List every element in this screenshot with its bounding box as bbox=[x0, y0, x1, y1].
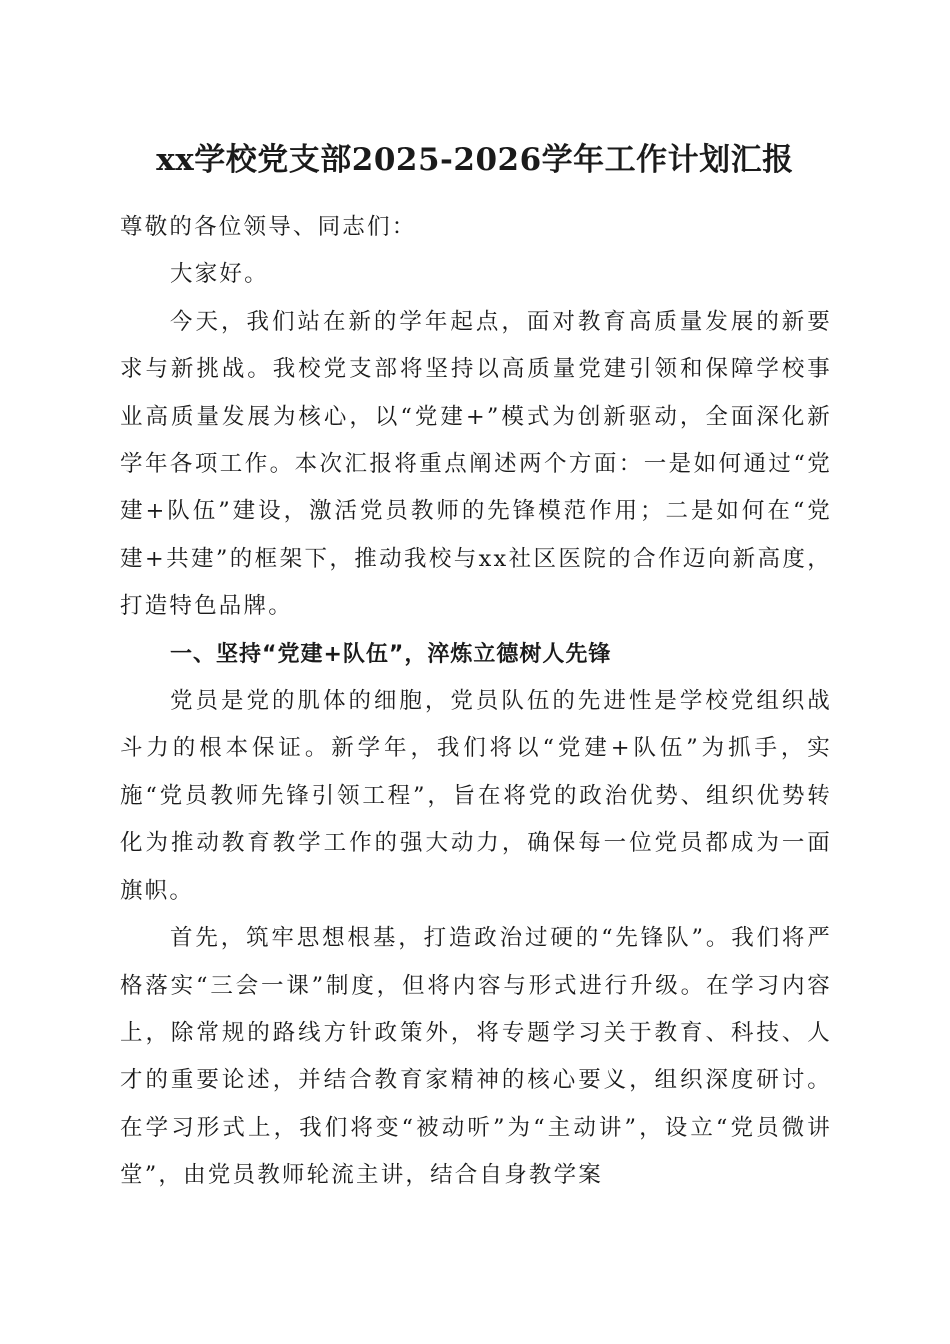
section1-paragraph-1: 党员是党的肌体的细胞，党员队伍的先进性是学校党组织战斗力的根本保证。新学年，我们将以“党建+队伍”为抓手，实施“党员教师先锋引领工程”，旨在将党的政治优势、组织优势转化为推动教育教学工作的强大动力，确保每一位党员都成为一面旗帜。 bbox=[120, 688, 832, 904]
section-heading-1: 一、坚持“党建+队伍”，淬炼立德树人先锋 bbox=[170, 641, 612, 667]
section1-paragraph-2: 首先，筑牢思想根基，打造政治过硬的“先锋队”。我们将严格落实“三会一课”制度，但将内容与形式进行升级。在学习内容上，除常规的路线方针政策外，将专题学习关于教育、科技、人才的重要论述，并结合教育家精神的核心要义，组织深度研讨。在学习形式上，我们将变“被动听”为“主动讲”，设立“党员微讲堂”，由党员教师轮流主讲，结合自身教学案 bbox=[120, 925, 832, 1189]
salutation: 尊敬的各位领导、同志们： bbox=[120, 214, 417, 240]
document-body bbox=[120, 204, 832, 1200]
greeting: 大家好。 bbox=[170, 261, 269, 288]
document-title: xx学校党支部2025-2026学年工作计划汇报 bbox=[156, 142, 794, 178]
intro-paragraph: 今天，我们站在新的学年起点，面对教育高质量发展的新要求与新挑战。我校党支部将坚持以高质量党建引领和保障学校事业高质量发展为核心，以“党建+”模式为创新驱动，全面深化新学年各项工作。本次汇报将重点阐述两个方面：一是如何通过“党建+队伍”建设，激活党员教师的先锋模范作用；二是如何在“党建+共建”的框架下，推动我校与xx社区医院的合作迈向新高度，打造特色品牌。 bbox=[120, 308, 832, 620]
